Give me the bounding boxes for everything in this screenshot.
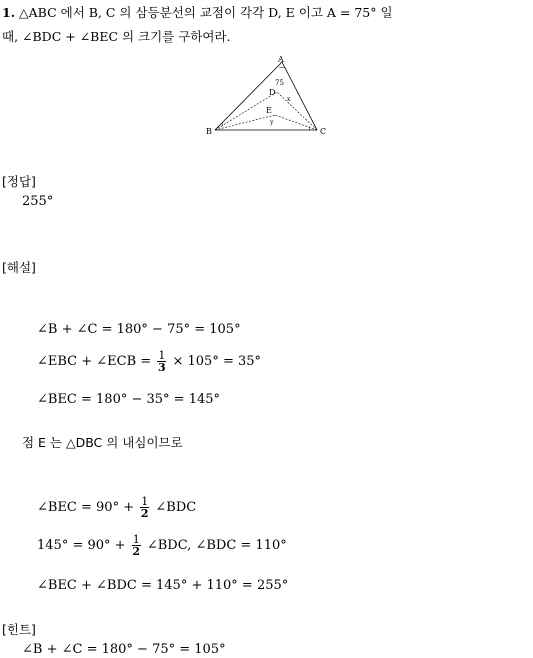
answer-heading: [정답] bbox=[2, 174, 36, 189]
problem-text-1: △ABC 에서 B, C 의 삼등분선의 교점이 각각 D, E 이고 A = 75° 일 bbox=[19, 5, 393, 20]
problem-text-2: 때, ∠BDC + ∠BEC 의 크기를 구하여라. bbox=[2, 29, 231, 44]
vertex-c-label: C bbox=[320, 127, 327, 136]
hint-heading: [힌트] bbox=[2, 622, 36, 637]
explanation-eq2: ∠EBC + ∠ECB = $\frac{1}{3}$ × 105° = 35° bbox=[37, 349, 262, 374]
problem-line-1 bbox=[2, 3, 393, 21]
vertex-a-label: A bbox=[278, 55, 284, 64]
triangle-figure bbox=[205, 55, 335, 137]
answer-value: 255° bbox=[22, 194, 54, 209]
point-d-label: D bbox=[269, 88, 276, 97]
explanation-eq3: ∠BEC = 180° − 35° = 145° bbox=[37, 392, 221, 407]
trisector-cd bbox=[277, 92, 317, 130]
fraction-one-half-2: $\frac{1}{2}$ bbox=[132, 533, 141, 558]
angle-a-value: 75 bbox=[275, 79, 284, 87]
fraction-one-half: $\frac{1}{2}$ bbox=[140, 495, 149, 520]
explanation-statement: 점 E 는 △DBC 의 내심이므로 bbox=[22, 435, 183, 450]
fraction-one-third: $\frac{1}{3}$ bbox=[158, 349, 166, 374]
angle-b-arc bbox=[222, 123, 223, 127]
point-e-label: E bbox=[266, 106, 272, 115]
explanation-eq6: ∠BEC + ∠BDC = 145° + 110° = 255° bbox=[37, 578, 289, 593]
explanation-heading: [해설] bbox=[2, 260, 36, 275]
problem-number: 1. bbox=[2, 5, 16, 20]
trisector-be bbox=[215, 115, 275, 130]
vertex-b-label: B bbox=[206, 127, 212, 136]
angle-mark-x: x bbox=[287, 96, 291, 103]
angle-c-arc bbox=[309, 126, 310, 130]
explanation-eq1: ∠B + ∠C = 180° − 75° = 105° bbox=[37, 322, 241, 337]
hint-eq: ∠B + ∠C = 180° − 75° = 105° bbox=[22, 642, 226, 657]
angle-a-arc bbox=[279, 67, 285, 68]
explanation-eq4: ∠BEC = 90° + $\frac{1}{2}$ ∠BDC bbox=[37, 495, 197, 520]
angle-mark-y: y bbox=[270, 119, 274, 126]
explanation-eq5: 145° = 90° + $\frac{1}{2}$ ∠BDC, ∠BDC = 110° bbox=[37, 533, 287, 558]
